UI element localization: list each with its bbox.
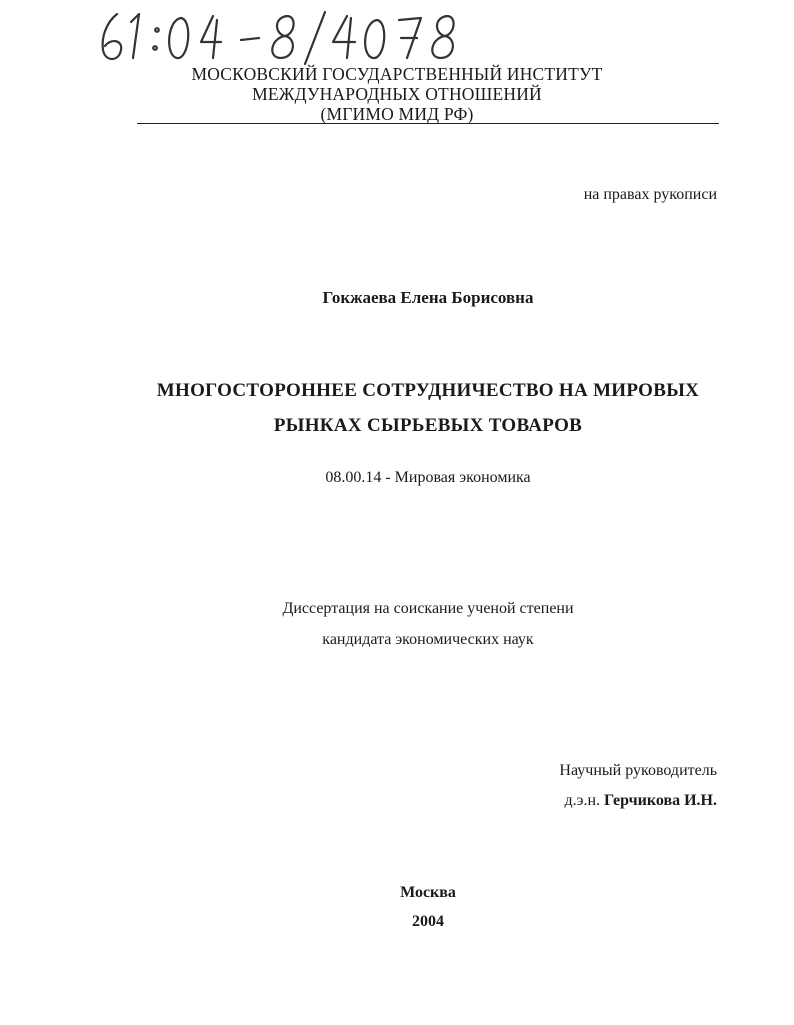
supervisor-degree: д.э.н.	[564, 792, 601, 809]
manuscript-note: на правах рукописи	[583, 186, 717, 203]
institution-line-1: МОСКОВСКИЙ ГОСУДАРСТВЕННЫЙ ИНСТИТУТ	[191, 64, 603, 84]
city: Москва	[400, 884, 456, 901]
dissertation-line-1: Диссертация на соискание ученой степени	[282, 600, 574, 617]
dissertation-line-2: кандидата экономических наук	[322, 631, 534, 648]
supervisor-line	[564, 792, 717, 810]
author-name: Гокжаева Елена Борисовна	[322, 288, 534, 307]
supervisor-name: Герчикова И.Н.	[604, 792, 717, 809]
title-line-1: МНОГОСТОРОННЕЕ СОТРУДНИЧЕСТВО НА МИРОВЫХ	[156, 380, 700, 401]
supervisor-label: Научный руководитель	[559, 762, 717, 779]
header-divider	[137, 123, 719, 124]
year: 2004	[412, 913, 444, 930]
title-line-2: РЫНКАХ СЫРЬЕВЫХ ТОВАРОВ	[273, 415, 583, 436]
institution-line-2: МЕЖДУНАРОДНЫХ ОТНОШЕНИЙ	[252, 84, 542, 104]
handwritten-archive-code	[95, 8, 495, 68]
institution-line-3: (МГИМО МИД РФ)	[320, 104, 474, 124]
specialty: 08.00.14 - Мировая экономика	[325, 469, 531, 486]
